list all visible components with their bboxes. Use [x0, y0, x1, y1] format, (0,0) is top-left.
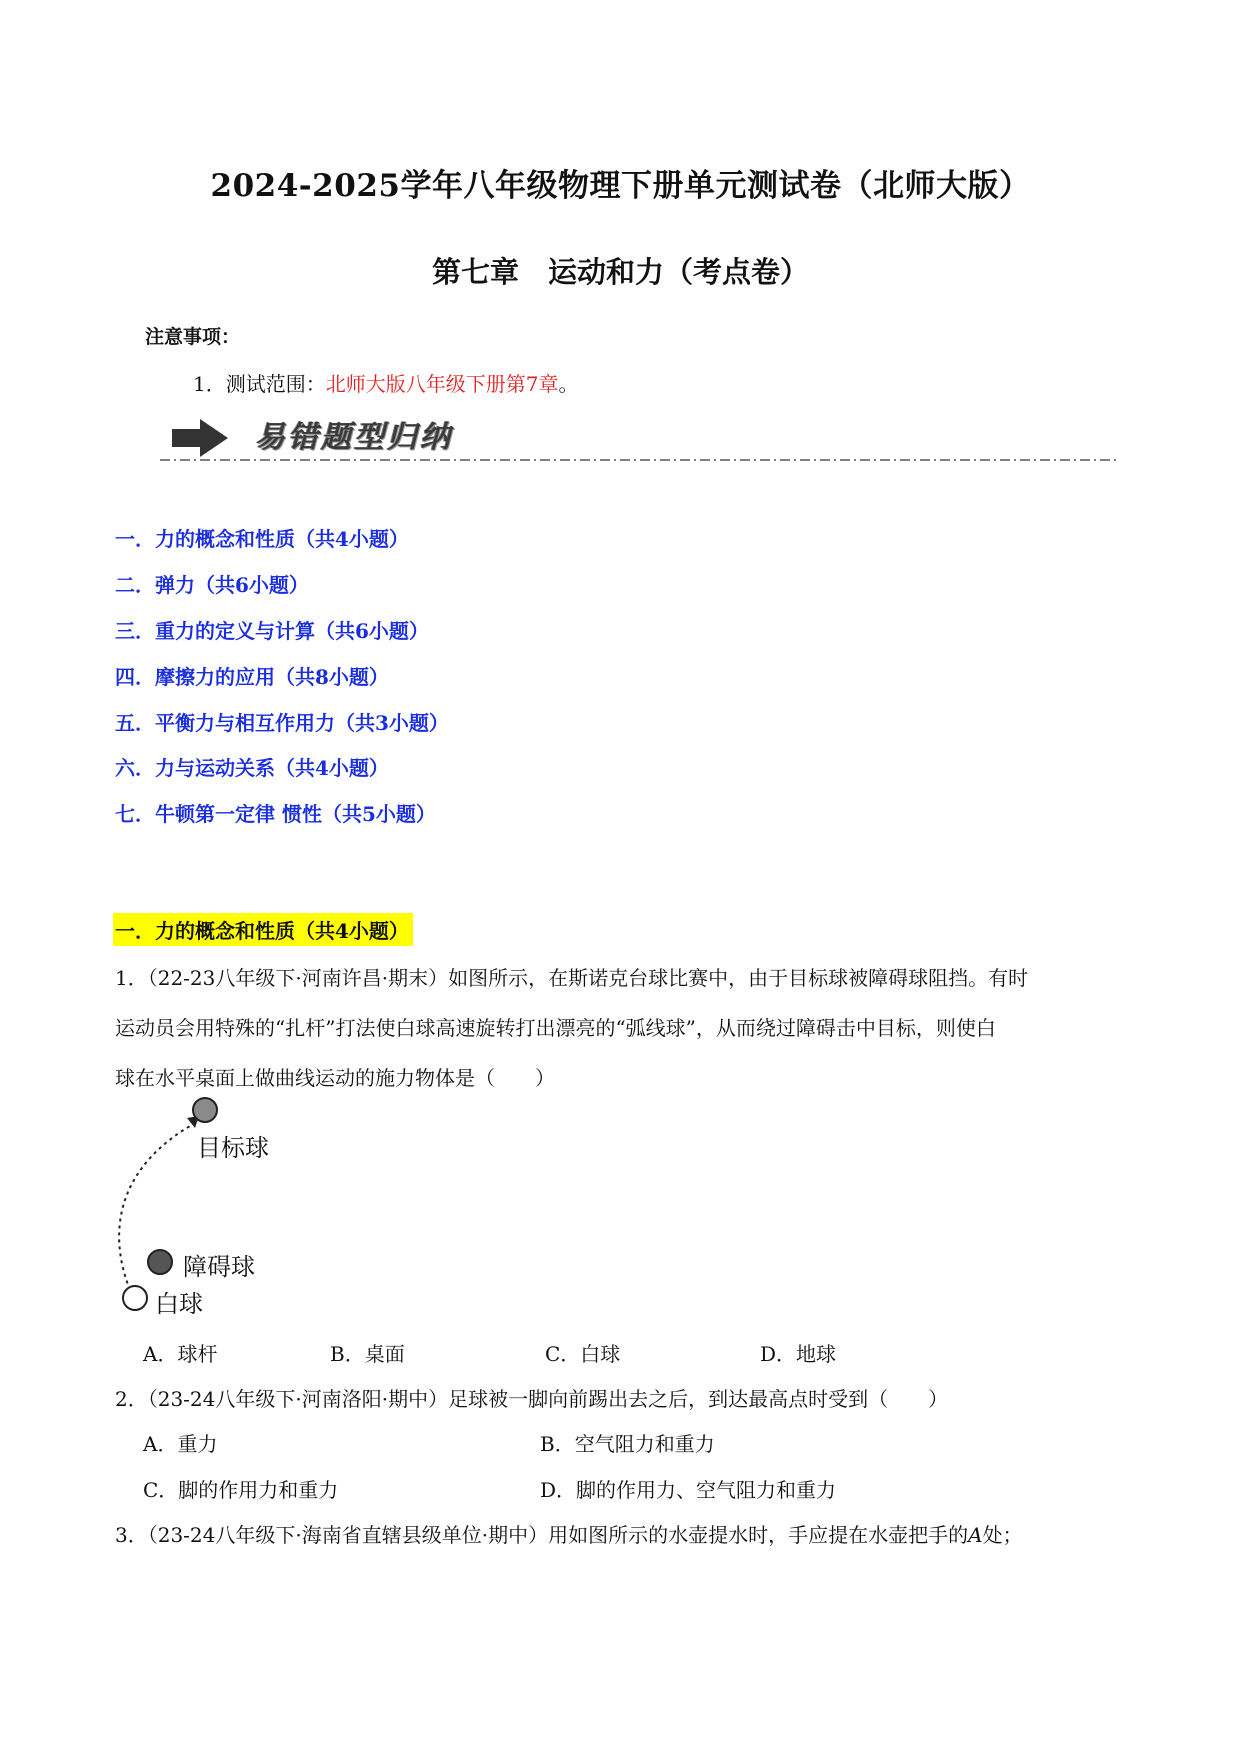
chapter-title: 第七章 运动和力（考点卷） [431, 255, 809, 289]
q2-option-a[interactable]: A．重力 [143, 1432, 218, 1456]
banner-text: 易错题型归纳 [255, 420, 453, 455]
toc-item-1[interactable]: 一．力的概念和性质（共4小题） [115, 527, 409, 551]
question-1-line-2: 运动员会用特殊的“扎杆”打法使白球高速旋转打出漂亮的“弧线球”，从而绕过障碍击中目标，则使白 [115, 1016, 996, 1040]
toc-item-2[interactable]: 二．弹力（共6小题） [115, 573, 309, 597]
notice-item [193, 368, 578, 397]
white-ball [123, 1286, 147, 1310]
toc-item-7[interactable]: 七．牛顿第一定律 惯性（共5小题） [115, 802, 436, 826]
section-heading: 一．力的概念和性质（共4小题） [113, 913, 413, 946]
right-arrow-icon [172, 419, 228, 457]
question-2-stem: 2．（23-24八年级下·河南洛阳·期中）足球被一脚向前踢出去之后，到达最高点时受到（ ） [115, 1387, 949, 1411]
q1-option-d[interactable]: D．地球 [760, 1342, 837, 1366]
target-ball-label: 目标球 [197, 1134, 269, 1162]
obstacle-ball-label: 障碍球 [183, 1253, 255, 1281]
q1-option-a[interactable]: A．球杆 [143, 1342, 218, 1366]
q1-option-b[interactable]: B．桌面 [330, 1342, 405, 1366]
toc-item-6[interactable]: 六．力与运动关系（共4小题） [115, 756, 389, 780]
notice-item-prefix: 1．测试范围： [193, 372, 326, 396]
toc-item-4[interactable]: 四．摩擦力的应用（共8小题） [115, 665, 389, 689]
question-1-line-3: 球在水平桌面上做曲线运动的施力物体是（ ） [115, 1066, 555, 1090]
q2-option-d[interactable]: D．脚的作用力、空气阻力和重力 [540, 1478, 837, 1502]
question-3-stem [115, 1519, 1023, 1548]
q1-option-c[interactable]: C．白球 [545, 1342, 621, 1366]
document-title: 2024-2025学年八年级物理下册单元测试卷（北师大版） [210, 168, 1031, 204]
notice-item-scope: 北师大版八年级下册第7章 [325, 372, 559, 396]
q2-option-c[interactable]: C．脚的作用力和重力 [143, 1478, 339, 1502]
obstacle-ball [148, 1250, 172, 1274]
question-3-stem-before: 3．（23-24八年级下·海南省直辖县级单位·期中）用如图所示的水壶提水时，手应提在水壶把手的 [115, 1523, 969, 1547]
q2-option-b[interactable]: B．空气阻力和重力 [540, 1432, 715, 1456]
question-3-stem-after: 处； [982, 1523, 1023, 1547]
target-ball [193, 1098, 217, 1122]
toc-item-3[interactable]: 三．重力的定义与计算（共6小题） [115, 619, 429, 643]
question-3-variable: A [968, 1523, 983, 1547]
notice-item-suffix: 。 [558, 372, 579, 396]
question-1-line-1: 1．（22-23八年级下·河南许昌·期末）如图所示，在斯诺克台球比赛中，由于目标球被障碍球阻挡。有时 [115, 966, 1029, 990]
white-ball-label: 白球 [155, 1290, 203, 1318]
notice-label: 注意事项： [145, 326, 241, 348]
toc-item-5[interactable]: 五．平衡力与相互作用力（共3小题） [115, 711, 449, 735]
